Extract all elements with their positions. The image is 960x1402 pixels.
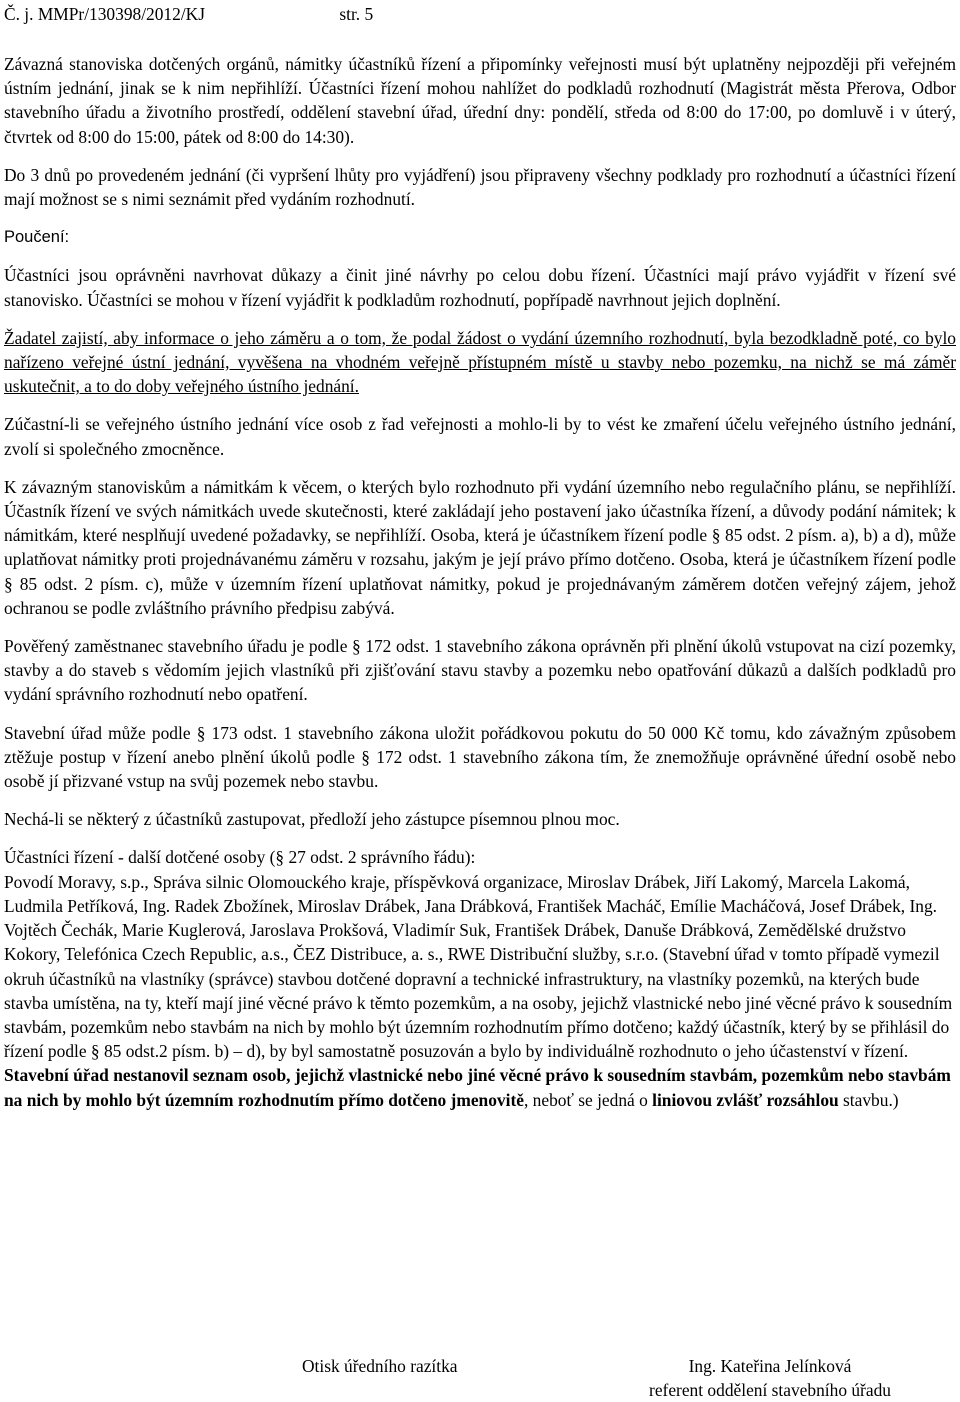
officer-name: Ing. Kateřina Jelínková: [688, 1356, 852, 1376]
page-number: str. 5: [339, 4, 374, 24]
officer-block: [620, 1354, 920, 1402]
officer-role: referent oddělení stavebního úřadu: [649, 1380, 891, 1401]
paragraph-penalty: Stavební úřad může podle § 173 odst. 1 stavebního zákona uložit pořádkovou pokutu do 50 000 Kč tomu, kdo závažným způsobem ztěžuje postup v řízení anebo plnění úkolů podle § 172 odst. 1 stavebního zákona tím, že znemožňuje oprávněné úřední osobě nebo osobě jí přizvané vstup na svůj pozemek nebo stavbu.: [4, 722, 956, 792]
reference-number: Č. j. MMPr/130398/2012/KJ: [4, 4, 205, 24]
paragraph-documents-ready: Do 3 dnů po provedeném jednání (či vypršení lhůty pro vyjádření) jsou připraveny všechny podklady pro rozhodnutí a účastníci řízení mají možnost se s nimi seznámit před vydáním rozhodnutí.: [4, 164, 956, 210]
paragraph-power-of-attorney: Nechá-li se některý z účastníků zastupovat, předloží jeho zástupce písemnou plnou moc.: [4, 809, 620, 830]
participants-list-text: Povodí Moravy, s.p., Správa silnic Olomouckého kraje, příspěvková organizace, Miroslav Drábek, Jiří Lakomý, Marcela Lakomá, Ludmila Petříková, Ing. Radek Zbožínek, Miroslav Drábek, Jana Drábková, František Macháč, Emílie Macháčová, Josef Drábek, Ing. Vojtěch Čechák, Marie Kuglerová, Jaroslava Prokšová, Vladimír Suk, František Drábek, Danuše Drábková, Zemědělské družstvo Kokory, Telefónica Czech Republic, a.s., ČEZ Distribuce, a. s., RWE Distribuční služby, s.r.o. (Stavební úřad v tomto případě vymezil okruh účastníků na vlastníky (správce) stavbou dotčené dopravní a technické infrastruktury, na vlastníky pozemků, na kterých bude stavba umístěna, na ty, kteří mají jiné věcné právo k těmto pozemkům, a na osoby, jejichž vlastnické nebo jiné věcné právo k sousedním stavbám, pozemkům nebo stavbám na nich by mohlo být územním rozhodnutím přímo dotčeno; každý účastník, který by se přihlásil do řízení podle § 85 odst.2 písm. b) – d), by byl samostatně posuzován a bylo by individuálně rozhodnuto o jeho účastenství v řízení.: [4, 871, 953, 1062]
paragraph-participants-title: Účastníci řízení - další dotčené osoby (§ 27 odst. 2 správního řádu):: [4, 847, 476, 868]
paragraph-joint-representative: Zúčastní-li se veřejného ústního jednání více osob z řad veřejnosti a mohlo-li by to vést ke zmaření účelu veřejného ústního jednání, zvolí si společného zmocněnce.: [4, 414, 956, 459]
paragraph-applicant-notice: Žadatel zajistí, aby informace o jeho záměru a o tom, že podal žádost o vydání územního rozhodnutí, byla bezodkladně poté, co bylo nařízeno veřejné ústní jednání, vyvěšena na vhodném veřejně přístupném místě u stavby nebo pozemku, na nichž se má záměr uskutečnit, a to do doby veřejného ústního jednání.: [4, 327, 956, 397]
paragraph-objections: K závazným stanoviskům a námitkám k věcem, o kterých bylo rozhodnuto při vydání územního nebo regulačního plánu, se nepřihlíží. Účastník řízení ve svých námitkách uvede skutečnosti, které zakládají jeho postavení jako účastníka řízení, a důvody podání námitek; k námitkám, které nesplňují uvedené požadavky, se nepřihlíží. Osoba, která je účastníkem řízení podle § 85 odst. 2 písm. a), b) a d), může uplatňovat námitky proti projednávanému záměru v rozsahu, jakým je její právo přímo dotčeno. Osoba, která je účastníkem řízení podle § 85 odst. 2 písm. c), může v územním řízení uplatňovat námitky, pokud je projednávaným záměrem dotčen veřejný zájem, jehož ochranou se podle zvláštního právního předpisu zabývá.: [4, 476, 956, 618]
paragraph-deadlines: Závazná stanoviska dotčených orgánů, námitky účastníků řízení a připomínky veřejnosti musí být uplatněny nejpozději při veřejném ústním jednání, jinak se k nim nepřihlíží. Účastníci řízení mohou nahlížet do podkladů rozhodnutí (Magistrát města Přerova, Odbor stavebního úřadu a životního prostředí, oddělení stavební úřad, úřední dny: pondělí, středa od 8:00 do 17:00, po domluvě i v úterý, čtvrtek od 8:00 do 15:00, pátek od 8:00 do 14:30).: [4, 54, 956, 147]
paragraph-participant-rights: Účastníci jsou oprávněni navrhovat důkazy a činit jiné návrhy po celou dobu řízení. Účastníci mají právo vyjádřit v řízení své stanovisko. Účastníci se mohou v řízení vyjádřit k podkladům rozhodnutí, popřípadě navrhnout jejich doplnění.: [4, 265, 956, 310]
participants-mid-text: , neboť se jedná o: [523, 1089, 653, 1110]
participants-bold-statement: Stavební úřad nestanovil seznam osob, jejichž vlastnické nebo jiné věcné právo k sousedním stavbám, pozemkům nebo stavbám na nich by mohlo být územním rozhodnutím přímo dotčeno jmenovitě: [4, 1065, 951, 1110]
page-header: [4, 2, 944, 26]
participants-end-text: stavbu.): [838, 1089, 899, 1110]
paragraph-authorized-employee: Pověřený zaměstnanec stavebního úřadu je podle § 172 odst. 1 stavebního zákona oprávněn při plnění úkolů vstupovat na cizí pozemky, stavby a do staveb s vědomím jejich vlastníků při zjišťování stavu stavby a pozemku nebo opatřování důkazů a dalších podkladů pro vydání správního rozhodnutí nebo opatření.: [4, 636, 956, 705]
participants-bold-linear: liniovou zvlášť rozsáhlou: [652, 1089, 839, 1110]
paragraph-participants-list: [4, 870, 956, 1112]
official-stamp-label: Otisk úředního razítka: [302, 1356, 458, 1376]
section-heading-instruction: Poučení:: [4, 228, 70, 247]
document-body: [4, 52, 956, 1126]
